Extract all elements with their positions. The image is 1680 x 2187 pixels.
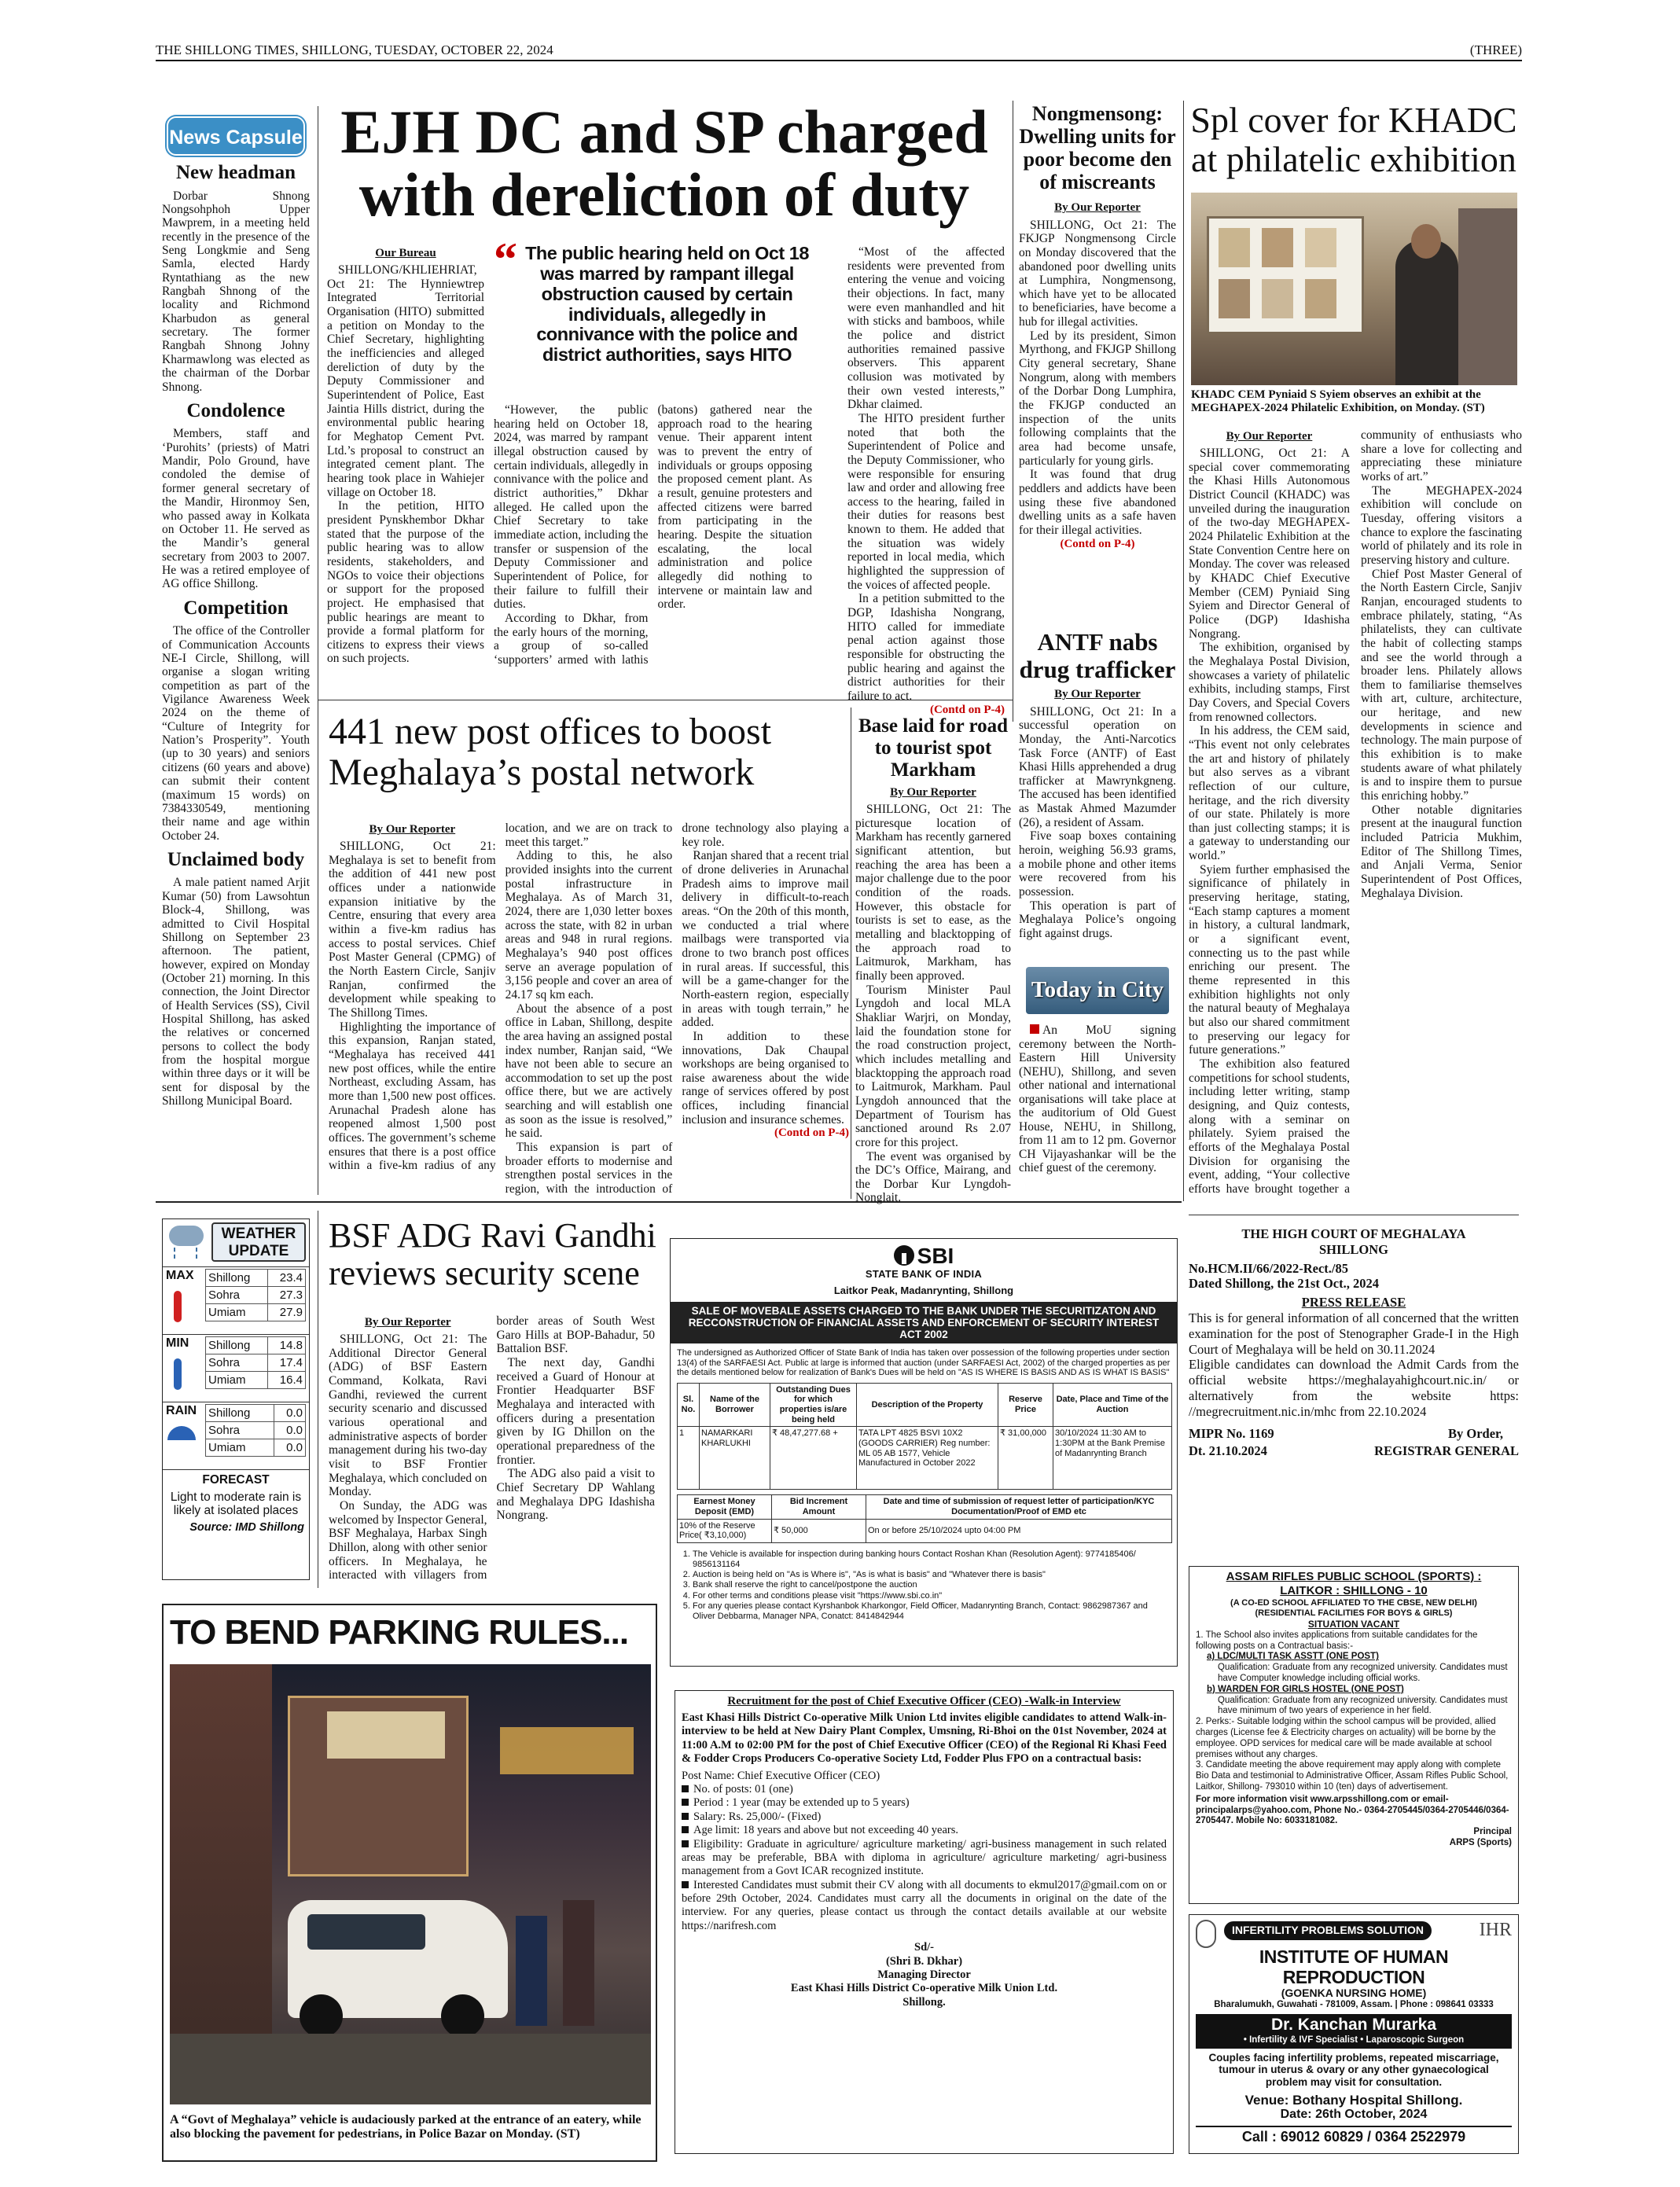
ihr-ad bbox=[1189, 1914, 1519, 2154]
ejh-para: “Most of the affected residents were prevented from entering the venue and voicing their objections. In fact, many were even manhandled and hit with sticks and bamboos, while the police and district authorities remained passive observers. This apparent collusion was motivated by their own vested interests,” Dkhar claimed. bbox=[847, 245, 1005, 412]
ihr-title: INSTITUTE OF HUMAN REPRODUCTION bbox=[1259, 1946, 1449, 1988]
nong-para: It was found that drug peddlers and addicts have been using these five abandoned dwelling units as a safe haven for their illegal activities. bbox=[1019, 468, 1176, 537]
value: 23.4 bbox=[268, 1270, 306, 1287]
today-in-city bbox=[1019, 967, 1176, 1199]
ceo-name: (Shri B. Dkhar) bbox=[885, 1954, 963, 1968]
th: Earnest Money Deposit (EMD) bbox=[678, 1495, 772, 1519]
parking-box bbox=[162, 1604, 657, 2162]
page-number: (THREE) bbox=[1469, 42, 1522, 57]
td: 30/10/2024 11:30 AM to 1:30PM at the Bank Premise of Madanrynting Branch bbox=[1053, 1427, 1172, 1490]
bullet-icon bbox=[682, 1799, 689, 1806]
today-banner bbox=[1026, 967, 1169, 1014]
ihr-header bbox=[1189, 1920, 1518, 1945]
markham-para: SHILLONG, Oct 21: The picturesque location of Markham has recently garnered significant attention, but reaching the area has been a major challenge due to the poor condition of the roads. However, this obstacle for tourists is set to ease, as the metalling and blacktopping of the approach road to Laitmurok, Markham, has finally been approved. bbox=[855, 803, 1011, 983]
ejh-pull-quote bbox=[494, 233, 812, 397]
capsule-text-headman: Dorbar Shnong Nongsohphoh Upper Mawprem, in a meeting held recently in the presence of the Seng Longkmie and Seng Samla, elected Hardy Ryntathiang as the new Rangbah Shnong of the locality and Richmond Kharbudon as general secretary. The former Rangbah Shnong Johny Kharmawlong was elected as the chairman of the Dorbar Shnong. bbox=[162, 189, 310, 394]
post-para: About the absence of a post office in Laban, Shillong, despite the area having an assigned postal index number, Ranjan said, “We have not been able to secure an accommodation to set up the post office there, but we are actively searching and will establish one as soon as the issue is resolved,” he said. bbox=[505, 1002, 673, 1141]
khadc-para: The exhibition, organised by the Meghalaya Postal Division, showcases a variety of philatelic exhibits, including stamps, First Day Covers, and Special Covers from renowned collectors. bbox=[1189, 641, 1350, 724]
ceo-title: Recruitment for the post of Chief Executive Officer (CEO) -Walk-in Interview bbox=[727, 1695, 1121, 1707]
bsf-headline: BSF ADG Ravi Gandhi reviews security scene bbox=[329, 1216, 656, 1293]
ceo-place: Shillong. bbox=[902, 1995, 946, 2009]
ihr-doctor: Dr. Kanchan Murarka bbox=[1196, 2014, 1512, 2036]
nong-contd: (Contd on P-4) bbox=[1060, 537, 1135, 550]
city: Umiam bbox=[206, 1304, 268, 1321]
parking-photo bbox=[170, 1664, 651, 2104]
ejh-para: In a petition submitted to the DGP, Idashisha Nongrang, HITO called for immediate penal action against those responsible for obstructing the public hearing and against the district authorities for their failure to act. bbox=[847, 592, 1005, 703]
capsule-title-unclaimed: Unclaimed body bbox=[167, 848, 305, 870]
parking-caption: A “Govt of Meghalaya” vehicle is audaciously parked at the entrance of an eatery, while also blocking the pavement for pedestrians, in Police Bazar on Monday. (ST) bbox=[170, 2113, 641, 2141]
section-rule bbox=[156, 1201, 1182, 1203]
antf-para: Five soap boxes containing heroin, weighing 56.93 grams, a mobile phone and other items were recovered from his possession. bbox=[1019, 829, 1176, 899]
arps-a-q: Qualification: Graduate from any recognized university. Candidates must have Computer knowledge including official works. bbox=[1218, 1663, 1508, 1683]
arps-sub-3: SITUATION VACANT bbox=[1307, 1619, 1400, 1630]
city: Umiam bbox=[206, 1439, 274, 1457]
checkbox-icon bbox=[1030, 1024, 1039, 1034]
sbi-notes bbox=[693, 1549, 1171, 1622]
court-body: This is for general information of all concerned that the written examination for the post of Stenographer Grade-I in the High Court of Meghalaya will be held on 30.11.2024 bbox=[1189, 1310, 1519, 1357]
ejh-quote-text: The public hearing held on Oct 18 was marred by rampant illegal obstruction caused by certain individuals, allegedly in connivance with the police and district authorities, says HITO bbox=[525, 243, 809, 366]
ihr-venue: Venue: Bothany Hospital Shillong. bbox=[1244, 2093, 1463, 2108]
ejh-col-3 bbox=[847, 245, 1005, 716]
post-para: This expansion is part of broader efforts to modernise and strengthen postal services in the region, with the introduction of drone technology also playing a key role. bbox=[505, 822, 849, 1196]
arps-sign-2: ARPS (Sports) bbox=[1449, 1837, 1512, 1847]
arps-b: b) WARDEN FOR GIRLS HOSTEL (ONE POST) bbox=[1207, 1684, 1404, 1694]
weather-rain-icon bbox=[174, 1248, 197, 1259]
court-date: Dated Shillong, the 21st Oct., 2024 bbox=[1189, 1276, 1380, 1292]
parking-headline: TO BEND PARKING RULES... bbox=[170, 1613, 629, 1652]
ceo-item bbox=[682, 1824, 1167, 1837]
arps-sign: Principal bbox=[1473, 1827, 1512, 1837]
khadc-para: Chief Post Master General of the North Eastern Circle, Sanjiv Ranjan, encouraged students to embrace philately, stating, “As philatelists, they can cultivate the habit of collecting stamps and see the world through a broader lens. Philately allows them to familiarise themselves with art, culture, architecture, our heritage, and new developments in science and technology. The main purpose of this exhibition is to make students aware of what philately is and to inspire them to pursue this enriching hobby.” bbox=[1361, 567, 1522, 803]
court-registrar: REGISTRAR GENERAL bbox=[1374, 1443, 1519, 1458]
court-no: No.HCM.II/66/2022-Rect./85 bbox=[1189, 1260, 1349, 1276]
ejh-para: SHILLONG/KHLIEHRIAT, Oct 21: The Hynniewtrep Integrated Territorial Organisation (HITO) submitted a petition on Monday to the Chief Secretary, highlighting the inefficiencies and alleged dereliction of duty by the Deputy Commissioner and Superintendent of Police, East Jaintia Hills district, during the environmental public hearing for Meghatop Cement Pvt. Ltd.’s proposal to construct an integrated cement plant. The hearing took place in Wahiejer village on October 18. bbox=[327, 263, 484, 499]
forecast-source: Source: IMD Shillong bbox=[189, 1520, 304, 1534]
khadc-para: SHILLONG, Oct 21: A special cover commemorating the Khasi Hills Autonomous District Council (KHADC) was unveiled during the inauguration of the two-day MEGHAPEX-2024 Philatelic Exhibition at the State Convention Centre here on Monday. The cover was released by KHADC Chief Executive Member (CEM) Pyniaid Sing Syiem and Director General of Police (DGP) Idashisha Nongrang. bbox=[1189, 447, 1350, 641]
th: Description of the Property bbox=[857, 1383, 998, 1427]
post-headline: 441 new post offices to boost Meghalaya’s postal network bbox=[329, 711, 772, 793]
court-mipr: MIPR No. 1169 bbox=[1189, 1425, 1274, 1441]
weather-min bbox=[163, 1334, 309, 1402]
ejh-headline: EJH DC and SP charged with dereliction of duty bbox=[340, 97, 988, 229]
forecast-title: FORECAST bbox=[202, 1473, 270, 1487]
ejh-para: In the petition, HITO president Pynskhembor Dkhar stated that the purpose of the public hearing was to allow residents, stakeholders, and NGOs to voice their objections or support for the proposed project. He emphasised that public hearings are meant to provide a formal platform for citizens to express their views on such projects. bbox=[327, 499, 484, 666]
court-dt: Dt. 21.10.2024 bbox=[1189, 1443, 1267, 1458]
sbi-branch: Laitkor Peak, Madanrynting, Shillong bbox=[833, 1284, 1014, 1296]
sbi-note: 4. For other terms and conditions please visit "https://www.sbi.co.in" bbox=[693, 1591, 1171, 1601]
sbi-note: 2. Auction is being held on "As is Where is", "As is what is basis" and "Whatever there is basis" bbox=[693, 1570, 1171, 1580]
th: Sl. No. bbox=[678, 1383, 700, 1427]
td: NAMARKARI KHARLUKHI bbox=[700, 1427, 770, 1490]
ceo-item-text: Age limit: 18 years and above but not exceeding 40 years. bbox=[693, 1824, 959, 1837]
nong-para: Led by its president, Simon Myrthong, and FKJGP Shillong City general secretary, Shane Nongrum, along with members of the Dorbar Dong Lumphira, the FKJGP conducted an inspection of the units following complaints that the area had become unsafe, particularly for young girls. bbox=[1019, 329, 1176, 468]
arps-b-q: Qualification: Graduate from any recognized university. Candidates must have minimum of two years of experience in her field. bbox=[1218, 1695, 1508, 1716]
th: Name of the Borrower bbox=[700, 1383, 770, 1427]
arps-ad bbox=[1189, 1566, 1519, 1904]
th: Reserve Price bbox=[998, 1383, 1053, 1427]
ceo-desig: Managing Director bbox=[877, 1968, 971, 1982]
markham-headline: Base laid for road to tourist spot Markham bbox=[858, 715, 1009, 781]
weather-max-table bbox=[205, 1269, 306, 1321]
ceo-item-text: Eligibility: Graduate in agriculture/ agriculture marketing/ agri-business management in such related areas may be preferable, BBA with diploma in agriculture/ agriculture marketing/ agri-business management from a Govt ICAR recognized institute. bbox=[682, 1837, 1167, 1878]
nong-para: SHILLONG, Oct 21: The FKJGP Nongmensong Circle on Monday discovered that the abandoned poor dwelling units at Lumphira, Nongmensong, which have yet to be allocated to beneficiaries, have become a hub for illegal activities. bbox=[1019, 218, 1176, 329]
post-para: Highlighting the importance of this expansion, Ranjan stated, “Meghalaya has received 441 new post offices, while the entire Northeast, excluding Assam, has more than 1,500 new post offices. Arunachal Pradesh alone has reopened almost 1,500 post offices. The government’s scheme ensures that there is a post office within a five-km radius of any location, and we are on track to meet this target.” bbox=[329, 822, 673, 1173]
arps-p1: 1. The School also invites applications from suitable candidates for the following posts on a Contractual basis:- bbox=[1196, 1630, 1478, 1651]
khadc-para: The MEGHAPEX-2024 exhibition will conclude on Tuesday, offering visitors a chance to explore the fascinating world of philately and its role in preserving history and culture. bbox=[1361, 483, 1522, 567]
ceo-list bbox=[682, 1783, 1167, 1933]
thermometer-icon bbox=[174, 1358, 182, 1390]
ceo-item bbox=[682, 1879, 1167, 1934]
khadc-caption: KHADC CEM Pyniaid S Syiem observes an exhibit at the MEGHAPEX-2024 Philatelic Exhibition, on Monday. (ST) bbox=[1191, 388, 1485, 414]
ceo-ad bbox=[675, 1690, 1174, 2154]
capsule-title-headman: New headman bbox=[175, 162, 296, 183]
court-order: By Order, bbox=[1448, 1425, 1503, 1441]
weather-min-table bbox=[205, 1336, 306, 1389]
sbi-intro: The undersigned as Authorized Officer of State Bank of India has taken over possession of the following properties under section 13(4) of the SARFAESI Act. Public at large is informed that auction (under SARFAESI Act, 2002) of the charged properties as per the details mentioned below for realization of Bank's Dues will be held on "AS IS WHERE IS BASIS AND AS IS WHAT IS BASIS" bbox=[677, 1347, 1171, 1378]
ceo-item bbox=[682, 1783, 1167, 1796]
bsf-byline: By Our Reporter bbox=[364, 1316, 451, 1329]
ceo-item-text: Salary: Rs. 25,000/- (Fixed) bbox=[693, 1810, 822, 1823]
city: Shillong bbox=[206, 1405, 274, 1422]
ejh-para: “However, the public hearing held on October 18, 2024, was marred by rampant illegal obstruction caused by certain individuals, allegedly in connivance with the police and district authorities,” Dkhar alleged. He called upon the Chief Secretary to take immediate action, including the transfer or suspension of the Deputy Commissioner and Superintendent of Police, for their failure to fulfill their duties. bbox=[494, 403, 649, 612]
arps-contact: For more information visit www.arpsshillong.com or email-principalarps@yahoo.com, Phone No.- 0364-2705445/0364-2705446/0364-2705447. Mobile No: 6033181082. bbox=[1196, 1794, 1509, 1826]
court-pr: PRESS RELEASE bbox=[1301, 1295, 1406, 1310]
ihr-text: Couples facing infertility problems, repeated miscarriage, tumour in uterus & ovary or any other gynaecological problem may visit for consultation. bbox=[1208, 2051, 1499, 2088]
post-contd: (Contd on P-4) bbox=[774, 1127, 849, 1140]
ceo-item-text: Period : 1 year (may be extended up to 5 years) bbox=[693, 1796, 910, 1810]
ihr-logo: IHR bbox=[1479, 1920, 1512, 1940]
ejh-contd: (Contd on P-4) bbox=[929, 703, 1005, 716]
value: 27.9 bbox=[268, 1304, 306, 1321]
arps-sub: (A CO-ED SCHOOL AFFILIATED TO THE CBSE, NEW DELHI) bbox=[1230, 1598, 1477, 1608]
masthead-rule bbox=[156, 60, 1522, 61]
nong-article bbox=[1019, 102, 1176, 621]
ihr-emblem-icon bbox=[1196, 1920, 1216, 1948]
bullet-icon bbox=[682, 1785, 689, 1792]
ihr-call: Call : 69012 60829 / 0364 2522979 bbox=[1196, 2126, 1512, 2145]
ihr-spec: • Infertility & IVF Specialist • Laparoscopic Surgeon bbox=[1196, 2035, 1512, 2048]
bullet-icon bbox=[682, 1813, 689, 1820]
weather-cloud-icon bbox=[169, 1226, 204, 1246]
post-para: In addition to these innovations, Dak Chaupal workshops are being organised to raise awareness about the wide range of services offered by post offices, including financial inclusion and insurance schemes. bbox=[682, 1029, 849, 1127]
weather-rain bbox=[163, 1402, 309, 1469]
sbi-note: 5. For any queries please contact Kyrshanbok Kharkongor, Field Officer, Madanrynting Branch, Contact: 9862987367 and Oliver Debbarma, Manager NPA, Conatct: 8414842944 bbox=[693, 1601, 1171, 1622]
weather-title: WEATHER UPDATE bbox=[211, 1222, 306, 1262]
post-para: SHILLONG, Oct 21: Meghalaya is set to benefit from the addition of 441 new post offices under a nationwide expansion initiative by the Centre, ensuring that every area within a five-km radius has access to postal services. Chief Post Master General (CPMG) of the North Eastern Circle, Sanjiv Ranjan, confirmed the development while speaking to The Shillong Times. bbox=[329, 840, 496, 1020]
ejh-para: According to Dkhar, from the early hours of the morning, a group of so-called ‘supporters’ armed with lathis (batons) gathered near the approach road to the hearing venue. Their apparent intent was to prevent the entry of individuals or groups opposing the proposed cement plant. As a result, genuine protesters and affected citizens were barred from participating in the hearing. Despite the situation escalating, the local administration and police allegedly did nothing to intervene or maintain law and order. bbox=[494, 403, 812, 667]
sbi-note: 1. The Vehicle is available for inspection during banking hours Contact Roshan Khan (Resolution Agent): 9774185406/ 9856131164 bbox=[693, 1549, 1171, 1570]
th: Outstanding Dues for which properties is/are being held bbox=[770, 1383, 857, 1427]
nong-byline: By Our Reporter bbox=[1054, 201, 1141, 215]
antf-article bbox=[1019, 628, 1176, 941]
arps-p3: 3. Candidate meeting the above requirement may apply along with complete Bio Data and testimonial to Administrative Officer, Assam Rifles Public School, Laitkor, Shillong- 793010 within 10 (ten) days of advertisement. bbox=[1196, 1760, 1509, 1792]
value: 27.3 bbox=[268, 1287, 306, 1304]
sbi-logo-text: SBI bbox=[917, 1244, 954, 1268]
capsule-title-condolence: Condolence bbox=[186, 399, 285, 421]
ihr-sub: (GOENKA NURSING HOME) bbox=[1281, 1987, 1427, 2000]
capsule-label: News Capsule bbox=[167, 116, 305, 156]
value: 0.0 bbox=[274, 1422, 305, 1439]
khadc-photo bbox=[1191, 193, 1517, 385]
value: 16.4 bbox=[268, 1372, 306, 1389]
antf-para: SHILLONG, Oct 21: In a successful operation on Monday, the Anti-Narcotics Task Force (ANTF) of East Khasi Hills apprehended a drug trafficker at Mawrynkgneng. The accused has been identified as Mastak Ahmed Mazumder (26), a resident of Assam. bbox=[1019, 704, 1176, 829]
th: Date and time of submission of request letter of participation/KYC Documentation/Proof of EMD etc bbox=[866, 1495, 1172, 1519]
ceo-post: Post Name: Chief Executive Officer (CEO) bbox=[682, 1769, 880, 1782]
khadc-para: Syiem further emphasised the significance of philately in preserving heritage, stating, “Each stamp captures a moment in history, a cultural landmark, or a significant event, connecting us to the past while enriching our present. The theme represented in this exhibition highlights not only the natural beauty of Meghalaya but also our shared commitment to preserving our legacy for future generations.” bbox=[1189, 862, 1350, 1057]
city: Sohra bbox=[206, 1287, 268, 1304]
sbi-table bbox=[677, 1383, 1172, 1490]
arps-a: a) LDC/MULTI TASK ASSTT (ONE POST) bbox=[1207, 1652, 1379, 1662]
sbi-bank: STATE BANK OF INDIA bbox=[865, 1267, 983, 1280]
ceo-item-text: Interested Candidates must submit their CV along with all documents to ekmul2017@gmail.com on or before 29th October, 2024. Candidates must carry all the documents in original on the date of the interview. For any queries, please contact us through the contact details available at our website https://narifresh.com bbox=[682, 1878, 1167, 1932]
ejh-col-1 bbox=[327, 245, 484, 674]
ceo-item bbox=[682, 1796, 1167, 1810]
bsf-para: The next day, Gandhi received a Guard of Honour at Frontier Headquarter BSF Meghalaya and interacted with officers during a presentation given by IG Dhillon on the operational preparedness of the frontier. bbox=[496, 1355, 655, 1467]
weather-forecast bbox=[163, 1469, 309, 1537]
markham-para: The event was organised by the DC’s Office, Mairang, and the Dorbar Kur Lyngdoh-Nonglait. bbox=[855, 1149, 1011, 1205]
ihr-date: Date: 26th October, 2024 bbox=[1280, 2108, 1428, 2122]
court-subtitle: SHILLONG bbox=[1318, 1241, 1389, 1257]
td: ₹ 50,000 bbox=[772, 1519, 866, 1542]
ceo-org: East Khasi Hills District Co-operative Milk Union Ltd. bbox=[790, 1982, 1058, 1995]
ceo-item bbox=[682, 1838, 1167, 1879]
ejh-col-2 bbox=[494, 403, 812, 674]
td: ₹ 48,47,277.68 + bbox=[770, 1427, 857, 1490]
td: TATA LPT 4825 BSVI 10X2 (GOODS CARRIER) Reg number: ML 05 AB 1577, Vehicle Manufactured in October 2022 bbox=[857, 1427, 998, 1490]
post-para: Adding to this, he also provided insights into the current postal infrastructure in Meghalaya. As of March 31, 2024, there are 1,030 letter boxes across the state, with 82 in urban areas and 948 in rural regions. Meghalaya’s 940 post offices serve an average population of 3,156 people and cover an area of 24.17 sq km each. bbox=[505, 849, 673, 1002]
value: 0.0 bbox=[274, 1405, 305, 1422]
th: Bid Increment Amount bbox=[772, 1495, 866, 1519]
arps-p2: 2. Perks:- Suitable lodging within the school campus will be provided, allied charges (License fee & Electricity charges on actuality) will be borne by the employee. OPD services for medical care will be made available at school premises without any charges. bbox=[1196, 1717, 1496, 1759]
khadc-byline: By Our Reporter bbox=[1226, 430, 1313, 443]
td: 10% of the Reserve Price( ₹3,10,000) bbox=[678, 1519, 772, 1542]
sbi-title: SALE OF MOVEBALE ASSETS CHARGED TO THE BANK UNDER THE SECURITIZATON AND RECCONSTRUCTION OF FINANCIAL ASSETS AND ENFORCEMENT OF SECURITY INTEREST ACT 2002 bbox=[671, 1302, 1177, 1343]
sbi-table-2 bbox=[677, 1494, 1172, 1543]
ihr-banner: INFERTILITY PROBLEMS SOLUTION bbox=[1224, 1921, 1432, 1940]
city: Sohra bbox=[206, 1354, 268, 1372]
weather-box bbox=[162, 1218, 310, 1580]
ceo-item bbox=[682, 1810, 1167, 1824]
ceo-intro: East Khasi Hills District Co-operative Milk Union Ltd invites eligible candidates to attend Walk-in-interview to be held at New Dairy Plant Complex, Umsning, Ri-Bhoi on the 01st November, 2024 at 11:00 A.M to 02:00 PM for the post of Chief Executive Officer (CEO) of the Regional Ri Khasi Feed & Fodder Crops Producers Co-operative Society Ltd, Fodder Plus FPO on a contractual basis: bbox=[682, 1711, 1167, 1766]
today-text-block bbox=[1019, 1024, 1176, 1175]
bsf-para: SHILLONG, Oct 21: The Additional Director General (ADG) of BSF Eastern Command, Kolkata, Ravi Gandhi, reviewed the current security scenario and discussed various operational and administrative aspects of border management during his two-day visit to BSF Frontier Meghalaya, which concluded on Monday. bbox=[329, 1332, 487, 1499]
court-footer bbox=[1189, 1426, 1519, 1468]
city: Umiam bbox=[206, 1372, 268, 1389]
nong-headline: Nongmensong: Dwelling units for poor become den of miscreants bbox=[1019, 102, 1176, 194]
khadc-body bbox=[1189, 428, 1522, 1203]
court-title: THE HIGH COURT OF MEGHALAYA bbox=[1241, 1226, 1466, 1241]
bullet-icon bbox=[682, 1826, 689, 1833]
city: Shillong bbox=[206, 1337, 268, 1354]
capsule-title-competition: Competition bbox=[183, 597, 289, 619]
thermometer-icon bbox=[174, 1291, 182, 1322]
value: 14.8 bbox=[268, 1337, 306, 1354]
city: Sohra bbox=[206, 1422, 274, 1439]
td: ₹ 31,00,000 bbox=[998, 1427, 1053, 1490]
bsf-para: The ADG also paid a visit to Chief Secretary DP Wahlang and Meghalaya DPG Idashisha Nongrang. bbox=[496, 1467, 655, 1523]
antf-byline: By Our Reporter bbox=[1054, 688, 1141, 701]
bsf-body bbox=[329, 1314, 655, 1586]
antf-headline: ANTF nabs drug trafficker bbox=[1019, 628, 1176, 683]
weather-rain-table bbox=[205, 1404, 306, 1457]
ejh-byline: Our Bureau bbox=[375, 247, 436, 259]
khadc-para: In his address, the CEM said, “This event not only celebrates the art and history of philately but also serves as a vibrant reflection of our culture, heritage, and the rich diversity of our state. Philately is more than just collecting stamps; it is a gateway to understanding our world.” bbox=[1189, 724, 1350, 863]
capsule-text-condolence: Members, staff and ‘Purohits’ (priests) of Matri Mandir, Polo Ground, have condoled the demise of former general secretary of the Mandir, Hironmoy Sen, who passed away in Kolkata on October 11. He served as the Mandir’s general secretary from 2003 to 2007. He was a retired employee of AG office Shillong. bbox=[162, 427, 310, 591]
markham-article bbox=[855, 715, 1011, 1205]
weather-max bbox=[163, 1266, 309, 1334]
khadc-para: Other notable dignitaries present at the inaugural function included Patricia Mukhim, Editor of The Shillong Times, and Anjali Verma, Senior Superintendent of Post Offices, Meghalaya Division. bbox=[1361, 803, 1522, 900]
sbi-note: 3. Bank shall reserve the right to cancel/postpone the auction bbox=[693, 1580, 1171, 1590]
sbi-logo bbox=[671, 1244, 1177, 1269]
arps-title-2: LAITKOR : SHILLONG - 10 bbox=[1280, 1584, 1428, 1597]
today-text: An MoU signing ceremony between the North-Eastern Hill University (NEHU), Shillong, and seven other national and international organisations will take place at the auditorium of Old Guest House, NEHU, in Shillong, from 11 am to 12 pm. Governor CH Vijayashankar will be the chief guest of the ceremony. bbox=[1019, 1024, 1176, 1174]
th: Date, Place and Time of the Auction bbox=[1053, 1383, 1172, 1427]
markham-byline: By Our Reporter bbox=[890, 786, 976, 799]
td: On or before 25/10/2024 upto 04:00 PM bbox=[866, 1519, 1172, 1542]
quote-mark-icon: “ bbox=[494, 233, 517, 285]
weather-header bbox=[163, 1219, 309, 1266]
value: 0.0 bbox=[274, 1439, 305, 1457]
capsule-text-unclaimed: A male patient named Arjit Kumar (50) from Lawsohtun Block-4, Shillong, was admitted to Civil Hospital Shillong on September 23 afternoon. The patient, however, expired on Monday (October 21) morning. In this connection, the Joint Director of Health Services (SS), Civil Hospital Shillong, has asked the relatives or concerned persons to collect the body from the hospital morgue within three days or it will be sent for disposal by the Shillong Municipal Board. bbox=[162, 876, 310, 1108]
arps-sub-2: (RESIDENTIAL FACILITIES FOR BOYS & GIRLS) bbox=[1255, 1608, 1453, 1619]
ceo-signature bbox=[682, 1941, 1167, 2009]
td: 1 bbox=[678, 1427, 700, 1490]
weather-max-label: MAX bbox=[166, 1269, 194, 1282]
markham-para: Tourism Minister Paul Lyngdoh and local MLA Shakliar Warjri, on Monday, laid the foundation stone for the road construction project, which includes metalling and blacktopping the approach road to Laitmurok, Markham. Paul Lyngdoh announced that the Department of Tourism has sanctioned around Rs 2.07 crore for this project. bbox=[855, 983, 1011, 1149]
bullet-icon bbox=[682, 1840, 689, 1847]
bsf-para: On Sunday, the ADG was welcomed by Inspector General, BSF Meghalaya, Harbax Singh Dhillon, along with other senior officers. In Meghalaya, he interacted with villagers from border areas of South West Garo Hills at BOP-Bahadur, 50 Battalion BSF. bbox=[329, 1314, 655, 1582]
ejh-para: The HITO president further noted that both the Superintendent of Police and the Deputy Commissioner, who were responsible for ensuring law and order and allowing free access to the hearing, failed in their duties for reasons best known to them. He added that the situation was widely reported in local media, which highlighted the suppression of the voices of affected people. bbox=[847, 411, 1005, 592]
post-body bbox=[329, 822, 849, 1199]
ihr-addr: Bharalumukh, Guwahati - 781009, Assam. | Phone : 098641 03333 bbox=[1214, 2000, 1494, 2010]
masthead-date: THE SHILLONG TIMES, SHILLONG, TUESDAY, OCTOBER 22, 2024 bbox=[156, 42, 553, 57]
weather-rain-label: RAIN bbox=[166, 1404, 197, 1417]
value: 17.4 bbox=[268, 1354, 306, 1372]
umbrella-icon bbox=[167, 1426, 196, 1440]
khadc-headline: Spl cover for KHADC at philatelic exhibition bbox=[1190, 100, 1517, 179]
sbi-logo-icon bbox=[894, 1245, 914, 1266]
bullet-icon bbox=[682, 1881, 689, 1888]
antf-para: This operation is part of Meghalaya Police’s ongoing fight against drugs. bbox=[1019, 899, 1176, 941]
arps-title: ASSAM RIFLES PUBLIC SCHOOL (SPORTS) : bbox=[1226, 1570, 1482, 1583]
court-body-2: Eligible candidates can download the Admit Cards from the official website https://meghalayahighcourt.nic.in/ or alternatively from the website https: //megrecruitment.nic.in/mhc from 22.10.2024 bbox=[1189, 1357, 1519, 1419]
court-notice bbox=[1189, 1215, 1519, 1545]
post-para: Ranjan shared that a recent trial of drone deliveries in Arunachal Pradesh aims to improve mail delivery in difficult-to-reach areas. “On the 20th of this month, we conducted a trial where mailbags were transported via drone to two branch post offices in rural areas. If successful, this will be a game-changer for the North-eastern region, especially in areas with tough terrain,” he added. bbox=[682, 849, 849, 1030]
city: Shillong bbox=[206, 1270, 268, 1287]
capsule-text-competition: The office of the Controller of Communication Accounts NE-I Circle, Shillong, will organise a slogan writing competition as part of the Vigilance Awareness Week 2024 on the theme of “Culture of Integrity for Nation’s Prosperity”. Youth (up to 30 years) and seniors citizens (60 years and above) can submit their content (maximum 15 words) on 7384330549, mentioning their name and age within October 24. bbox=[162, 624, 310, 843]
weather-min-label: MIN bbox=[166, 1336, 189, 1350]
post-byline: By Our Reporter bbox=[369, 823, 456, 836]
masthead bbox=[156, 41, 1522, 61]
column-rule bbox=[1183, 101, 1184, 1201]
ceo-sd: Sd/- bbox=[914, 1941, 934, 1954]
khadc-para: The exhibition also featured competitions for school students, including letter writing, stamp designing, and Quiz contests, along with a seminar on philately. Syiem praised the efforts of the Meghalaya Postal Division for organising the event, adding, “Your collective efforts have brought together a community of enthusiasts who share a love for collecting and appreciating these miniature works of art.” bbox=[1189, 428, 1522, 1196]
today-title: Today in City bbox=[1031, 977, 1164, 1002]
news-capsule bbox=[162, 110, 310, 1191]
forecast-text: Light to moderate rain is likely at isolated places bbox=[170, 1490, 302, 1518]
sbi-ad bbox=[670, 1238, 1178, 1667]
ceo-item-text: No. of posts: 01 (one) bbox=[693, 1782, 793, 1796]
